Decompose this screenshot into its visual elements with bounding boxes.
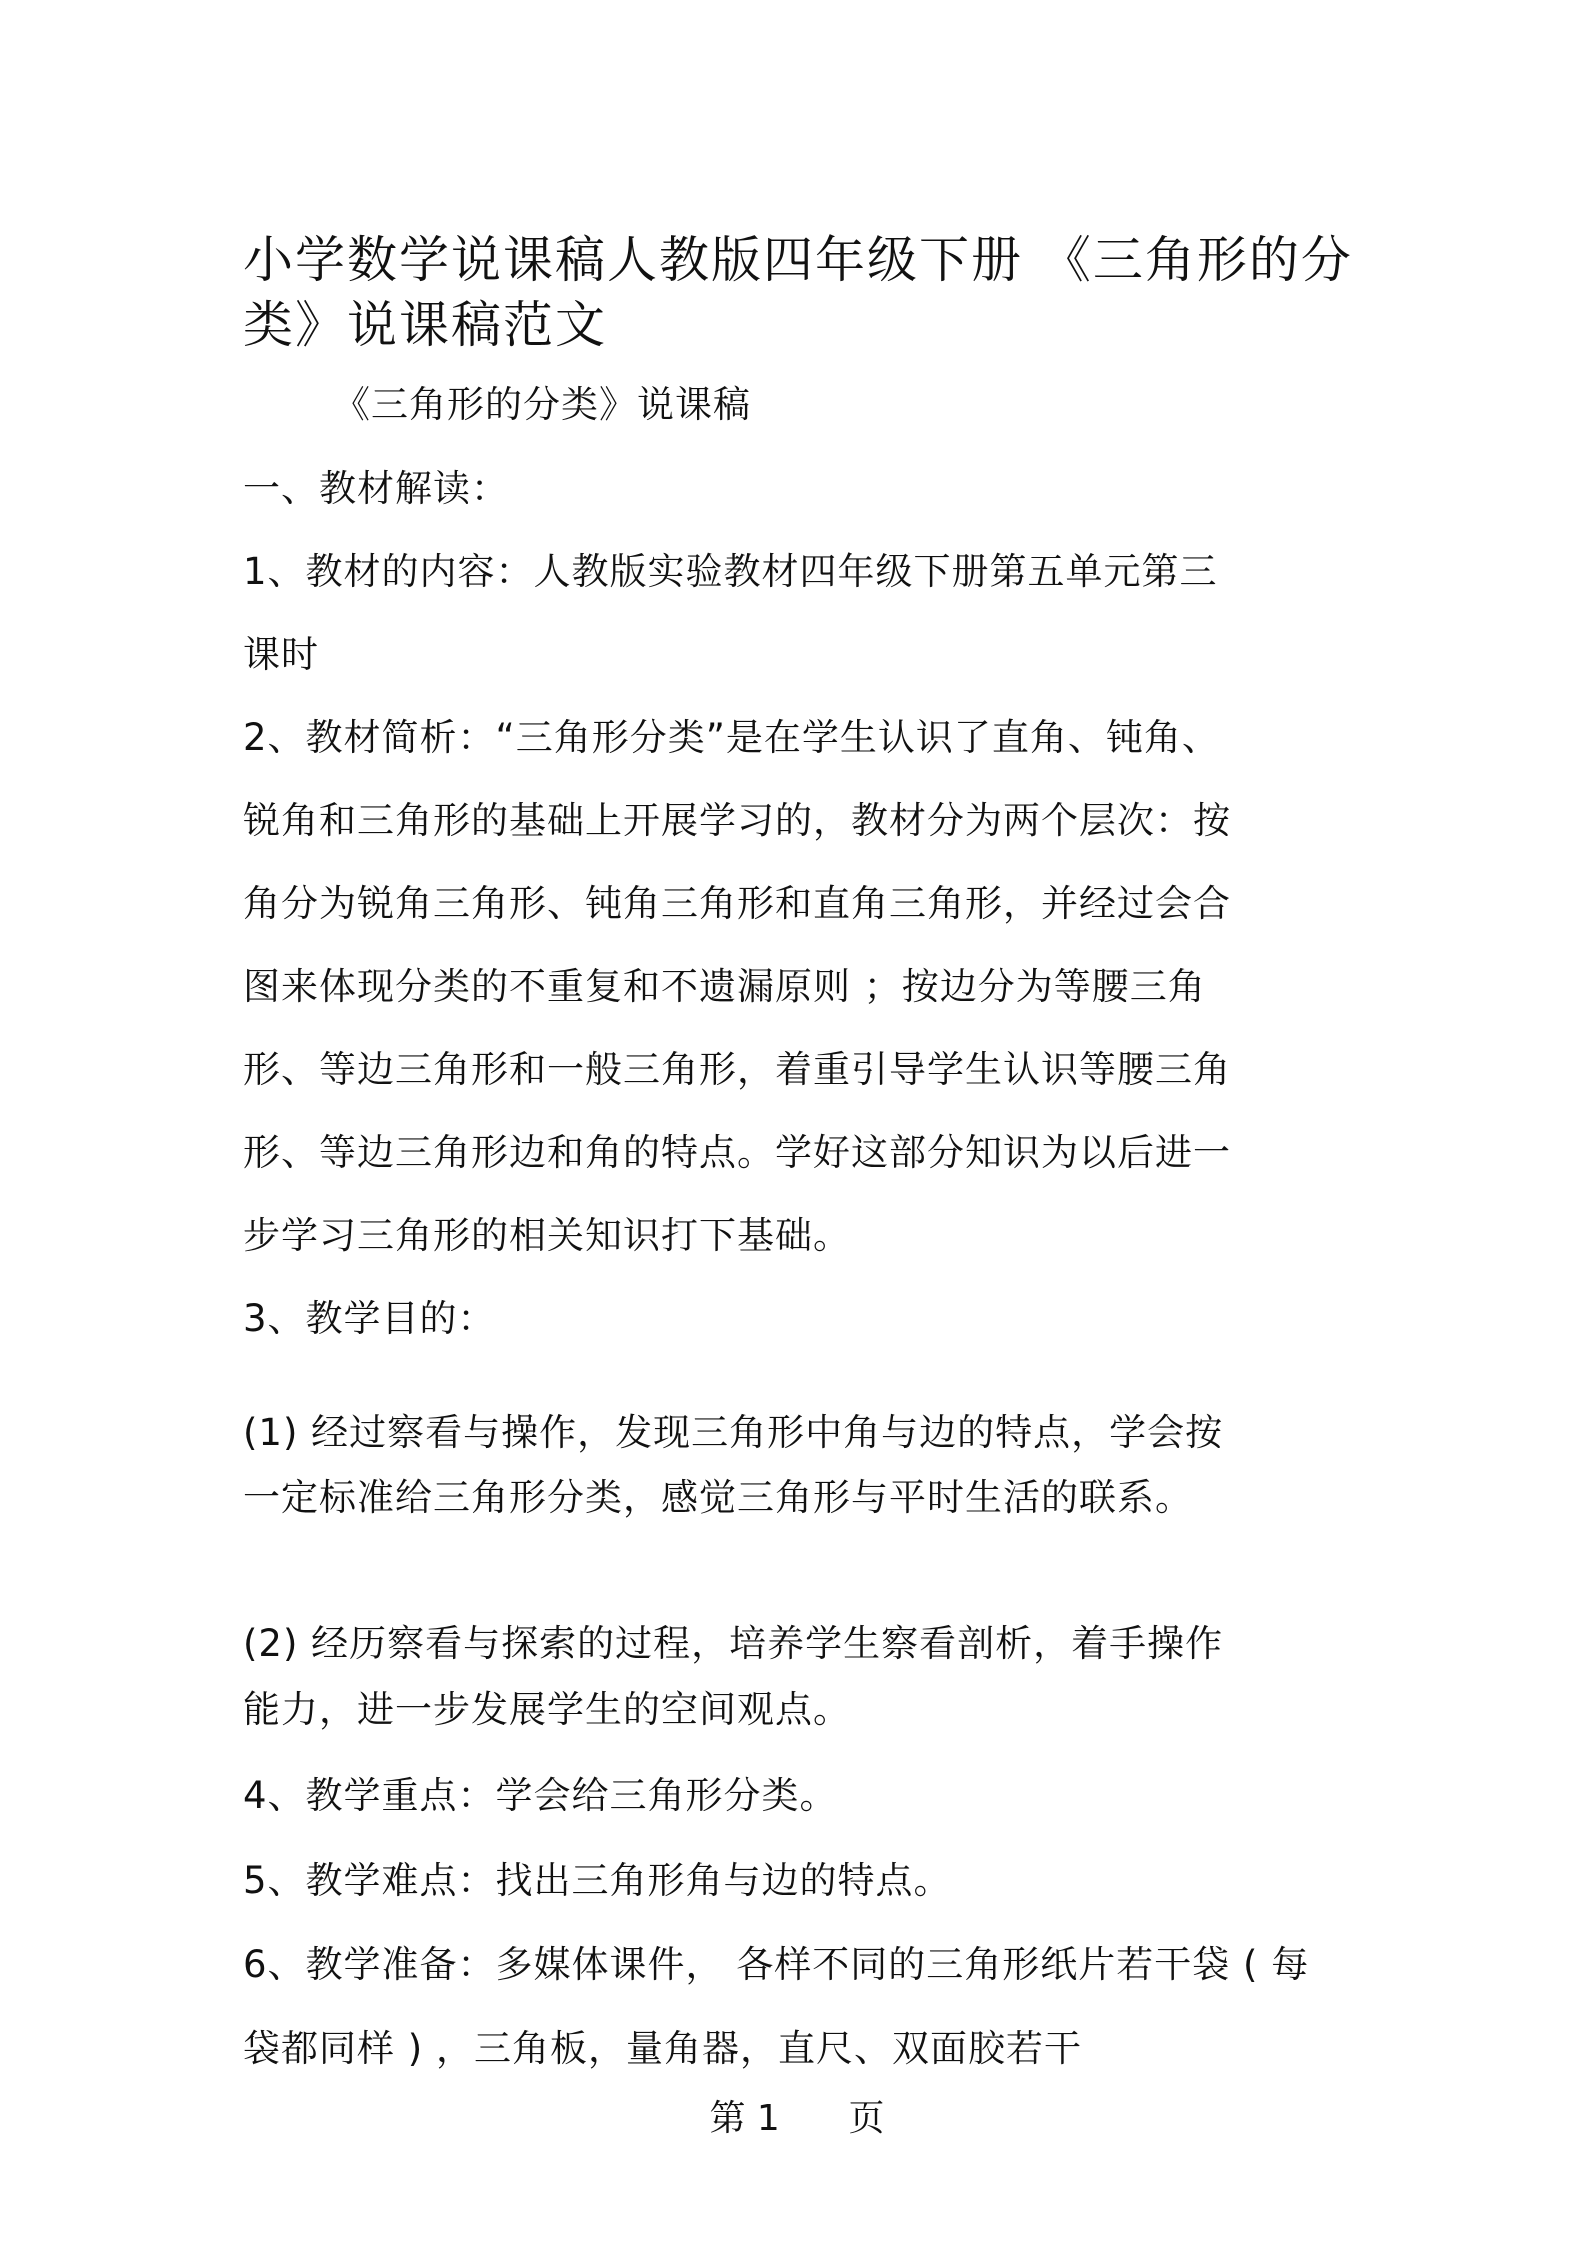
page-number: 第 1 页 — [709, 2098, 885, 2139]
paragraph-line: 步学习三角形的相关知识打下基础。 — [243, 1214, 851, 1257]
paragraph-line: 形、等边三角形和一般三角形，着重引导学生认识等腰三角 — [243, 1048, 1231, 1091]
document-title-line-1: 小学数学说课稿人教版四年级下册 《三角形的分 — [243, 231, 1353, 289]
goal-item-1-line-2: 一定标准给三角形分类，感觉三角形与平时生活的联系。 — [243, 1476, 1193, 1519]
paragraph-line: 锐角和三角形的基础上开展学习的，教材分为两个层次：按 — [243, 799, 1231, 842]
paragraph-line: 角分为锐角三角形、钝角三角形和直角三角形，并经过会合 — [243, 882, 1231, 925]
paragraph-line: 课时 — [243, 633, 319, 676]
paragraph-line: 2、教材简析：“三角形分类”是在学生认识了直角、钝角、 — [243, 716, 1220, 759]
section-heading-textbook: 一、教材解读： — [243, 467, 509, 510]
teaching-difficulty: 5、教学难点：找出三角形角与边的特点。 — [243, 1859, 952, 1902]
document-subtitle: 《三角形的分类》说课稿 — [333, 383, 751, 426]
goal-item-2-line-1: (2) 经历察看与探索的过程，培养学生察看剖析，着手操作 — [243, 1622, 1224, 1665]
document-title-line-2: 类》说课稿范文 — [243, 296, 607, 354]
teaching-prep-line-2: 袋都同样 ) ，三角板，量角器，直尺、双面胶若干 — [243, 2027, 1082, 2070]
paragraph-line: 1、教材的内容：人教版实验教材四年级下册第五单元第三 — [243, 550, 1218, 593]
paragraph-line: 图来体现分类的不重复和不遗漏原则 ；按边分为等腰三角 — [243, 965, 1206, 1008]
teaching-prep-line-1: 6、教学准备：多媒体课件， 各样不同的三角形纸片若干袋 ( 每 — [243, 1943, 1310, 1986]
goal-item-2-line-2: 能力，进一步发展学生的空间观点。 — [243, 1688, 851, 1731]
teaching-focus: 4、教学重点：学会给三角形分类。 — [243, 1774, 838, 1817]
section-heading-goals: 3、教学目的： — [243, 1297, 496, 1340]
paragraph-line: 形、等边三角形边和角的特点。学好这部分知识为以后进一 — [243, 1131, 1231, 1174]
goal-item-1-line-1: (1) 经过察看与操作，发现三角形中角与边的特点，学会按 — [243, 1411, 1224, 1454]
